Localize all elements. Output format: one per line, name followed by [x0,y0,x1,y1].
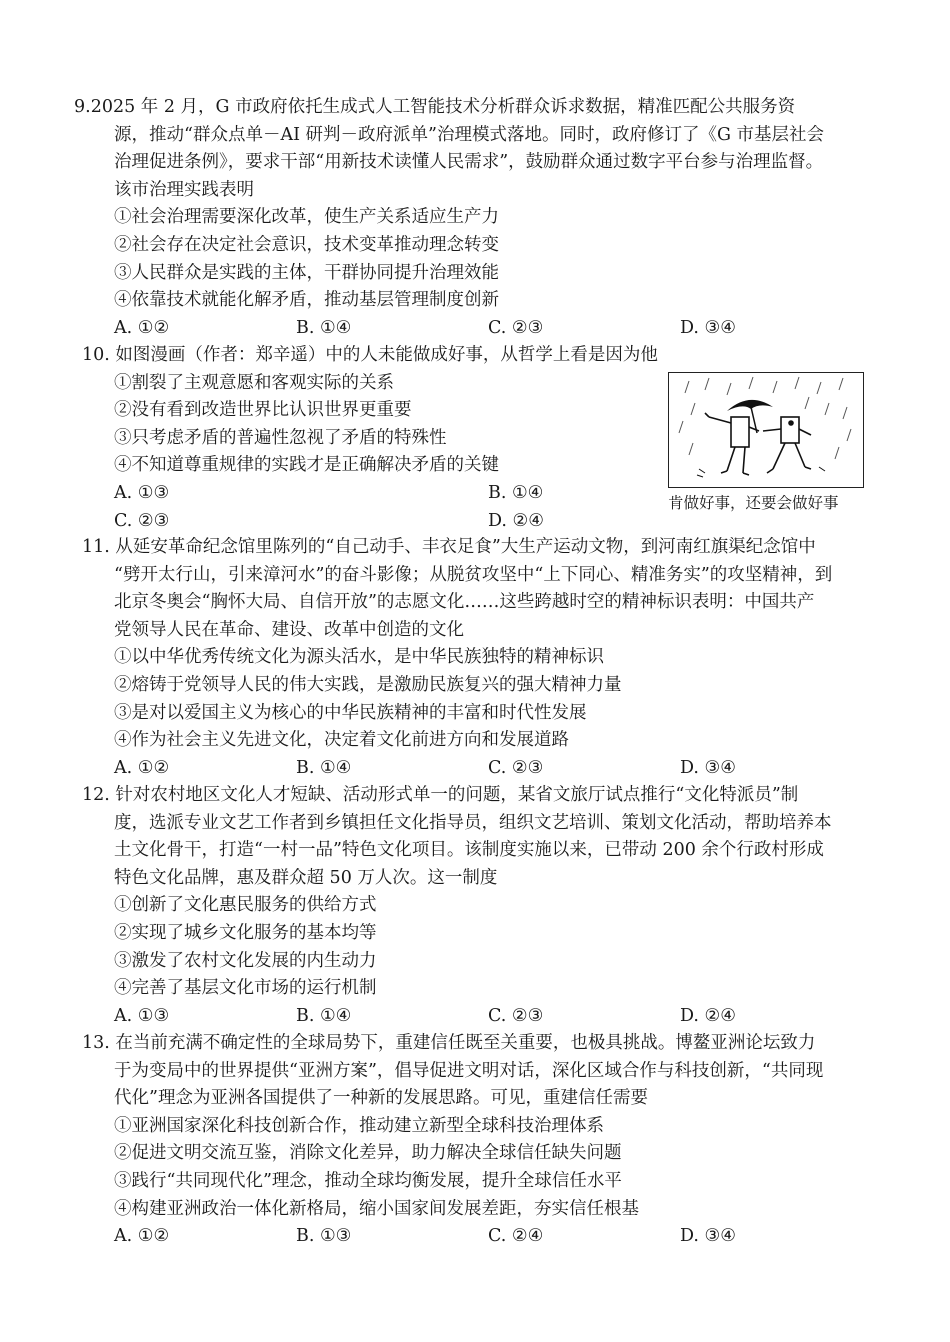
answer-choices [82,755,872,783]
question-text-line: 源，推动“群众点单－AI 研判－政府派单”治理模式落地。同时，政府修订了《G 市基层社会 [114,124,825,145]
choice-c: C. ②③ [488,757,544,778]
answer-choices [82,315,872,343]
question-text-line: 9.2025 年 2 月，G 市政府依托生成式人工智能技术分析群众诉求数据，精准匹配公共服务资 [74,97,796,117]
choice-d: D. ③④ [680,757,736,778]
question-text-line: 土文化骨干，打造“一村一品”特色文化项目。该制度实施以来，已带动 200 余个行政村形成 [114,840,824,861]
comic-drawing [669,373,862,486]
choice-a: A. ①② [114,1226,170,1247]
statement-option: ①社会治理需要深化改革，使生产关系适应生产力 [114,207,499,228]
statement-option: ④构建亚洲政治一体化新格局，缩小国家间发展差距，夯实信任根基 [114,1198,639,1219]
comic-caption: 肯做好事，还要会做好事 [668,494,839,512]
statement-option: ③只考虑矛盾的普遍性忽视了矛盾的特殊性 [114,427,447,448]
choice-c: C. ②③ [114,510,170,531]
rain-streaks [679,377,851,459]
question-text-line: 该市治理实践表明 [114,179,254,200]
question-12 [82,782,872,1030]
question-text-line: 于为变局中的世界提供“亚洲方案”，倡导促进文明对话，深化区域合作与科技创新，“共同现 [114,1060,824,1081]
question-9 [74,94,872,342]
statement-option: ②促进文明交流互鉴，消除文化差异，助力解决全球信任缺失问题 [114,1143,622,1164]
statement-option: ②熔铸于党领导人民的伟大实践，是激励民族复兴的强大精神力量 [114,674,622,695]
statement-option: ④完善了基层文化市场的运行机制 [114,978,377,999]
question-13 [82,1030,872,1251]
question-text-line: 特色文化品牌，惠及群众超 50 万人次。这一制度 [114,867,498,888]
choice-c: C. ②④ [488,1226,544,1247]
splash-marks [697,467,825,477]
choice-d: D. ③④ [680,317,736,338]
question-text-line: 代化”理念为亚洲各国提供了一种新的发展思路。可见，重建信任需要 [114,1088,648,1109]
choice-d: D. ②④ [680,1005,736,1026]
person-left [705,413,759,475]
statement-option: ①创新了文化惠民服务的供给方式 [114,895,377,916]
statement-option: ③人民群众是实践的主体，干群协同提升治理效能 [114,262,499,283]
statement-option: ④作为社会主义先进文化，决定着文化前进方向和发展道路 [114,730,569,751]
question-text-line: 治理促进条例》，要求干部“用新技术读懂人民需求”，鼓励群众通过数字平台参与治理监督。 [114,152,824,173]
statement-option: ④不知道尊重规律的实践才是正确解决矛盾的关键 [114,455,499,476]
statement-option: ②没有看到改造世界比认识世界更重要 [114,400,412,421]
question-text-line: 度，选派专业文艺工作者到乡镇担任文化指导员，组织文艺培训、策划文化活动，帮助培养本 [114,812,832,833]
choice-b: B. ①④ [296,1005,352,1026]
statement-option: ③激发了农村文化发展的内生动力 [114,950,377,971]
statement-option: ②社会存在决定社会意识，技术变革推动理念转变 [114,234,499,255]
answer-choices [82,1003,872,1031]
statement-option: ①割裂了主观意愿和客观实际的关系 [114,372,394,393]
statement-option: ②实现了城乡文化服务的基本均等 [114,922,377,943]
choice-a: A. ①② [114,757,170,778]
choice-c: C. ②③ [488,317,544,338]
choice-d: D. ②④ [488,510,544,531]
question-text-line: 12. 针对农村地区文化人才短缺、活动形式单一的问题，某省文旅厅试点推行“文化特派员”制 [82,785,799,805]
choice-d: D. ③④ [680,1226,736,1247]
question-text-line: 党领导人民在革命、建设、改革中创造的文化 [114,619,464,640]
choice-b: B. ①③ [296,1226,352,1247]
question-text-line: 10. 如图漫画（作者：郑辛遥）中的人未能做成好事，从哲学上看是因为他 [82,345,658,365]
question-text-line: 北京冬奥会“胸怀大局、自信开放”的志愿文化……这些跨越时空的精神标识表明：中国共产 [114,592,815,613]
comic-illustration [668,372,864,488]
choice-a: A. ①② [114,317,170,338]
statement-option: ①亚洲国家深化科技创新合作，推动建立新型全球科技治理体系 [114,1115,604,1136]
question-text-line: 13. 在当前充满不确定性的全球局势下，重建信任既至关重要，也极具挑战。博鳌亚洲论坛致力 [82,1033,816,1053]
answer-choices [82,1223,872,1251]
choice-b: B. ①④ [488,482,544,503]
choice-a: A. ①③ [114,482,170,503]
statement-option: ①以中华优秀传统文化为源头活水，是中华民族独特的精神标识 [114,647,604,668]
statement-option: ④依靠技术就能化解矛盾，推动基层管理制度创新 [114,290,499,311]
statement-option: ③践行“共同现代化”理念，推动全球均衡发展，提升全球信任水平 [114,1170,622,1191]
question-text-line: “劈开太行山，引来漳河水”的奋斗影像；从脱贫攻坚中“上下同心、精准务实”的攻坚精神，到 [114,564,833,585]
person-right [763,417,811,473]
question-text-line: 11. 从延安革命纪念馆里陈列的“自己动手、丰衣足食”大生产运动文物，到河南红旗渠纪念馆中 [82,537,816,557]
question-11 [82,534,872,782]
choice-a: A. ①③ [114,1005,170,1026]
choice-c: C. ②③ [488,1005,544,1026]
choice-b: B. ①④ [296,757,352,778]
choice-b: B. ①④ [296,317,352,338]
statement-option: ③是对以爱国主义为核心的中华民族精神的丰富和时代性发展 [114,702,587,723]
